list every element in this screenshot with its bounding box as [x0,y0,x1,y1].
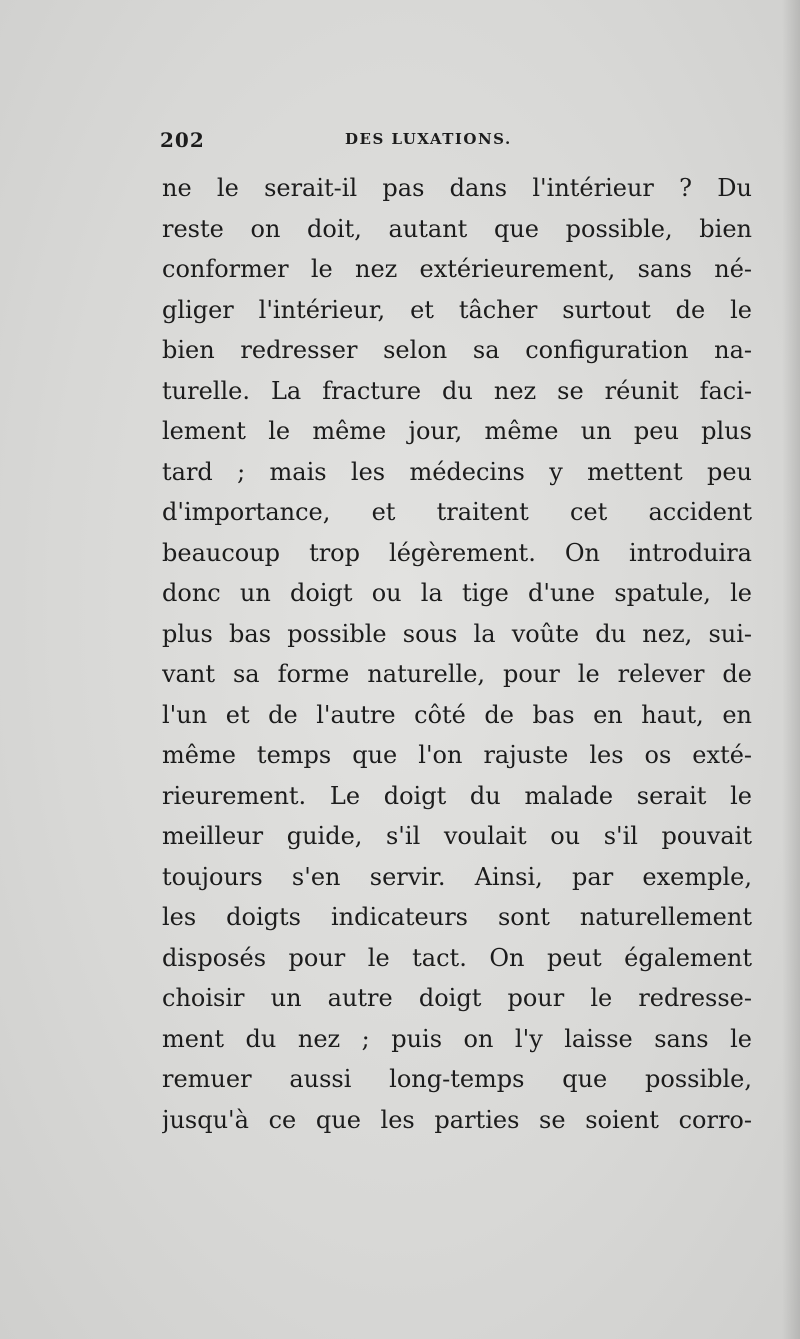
text-line: reste on doit, autant que possible, bien [162,214,752,243]
page-header [160,128,760,158]
text-line: d'importance, et traitent cet accident [162,498,752,526]
text-line: turelle. La fracture du nez se réunit faci- [162,376,752,405]
text-line: choisir un autre doigt pour le redresse- [162,984,752,1012]
text-line: disposés pour le tact. On peut également [162,943,752,972]
body-text [162,168,752,1140]
text-line: vant sa forme naturelle, pour le relever de [162,660,752,688]
text-line: gliger l'intérieur, et tâcher surtout de le [162,295,752,324]
text-line: lement le même jour, même un peu plus [162,417,752,445]
text-line: bien redresser selon sa configuration na- [162,336,752,364]
text-line: meilleur guide, s'il voulait ou s'il pouvait [162,822,752,850]
text-line: même temps que l'on rajuste les os exté- [162,741,752,769]
page-edge-shadow [782,0,800,1339]
page-number: 202 [160,128,205,152]
running-title: DES LUXATIONS. [345,130,512,148]
text-line: jusqu'à ce que les parties se soient corro- [162,1105,752,1134]
text-line: les doigts indicateurs sont naturellement [162,903,752,931]
text-line: conformer le nez extérieurement, sans né- [162,255,752,283]
text-line: l'un et de l'autre côté de bas en haut, en [162,700,752,729]
text-line: toujours s'en servir. Ainsi, par exemple, [162,862,752,891]
text-line: remuer aussi long-temps que possible, [162,1065,752,1093]
text-line: ment du nez ; puis on l'y laisse sans le [162,1024,752,1053]
text-line: tard ; mais les médecins y mettent peu [162,457,752,486]
text-line: donc un doigt ou la tige d'une spatule, le [162,579,752,607]
text-line: rieurement. Le doigt du malade serait le [162,781,752,810]
text-line: plus bas possible sous la voûte du nez, sui- [162,619,752,648]
text-line: ne le serait-il pas dans l'intérieur ? Du [162,174,752,202]
text-line: beaucoup trop légèrement. On introduira [162,538,752,567]
